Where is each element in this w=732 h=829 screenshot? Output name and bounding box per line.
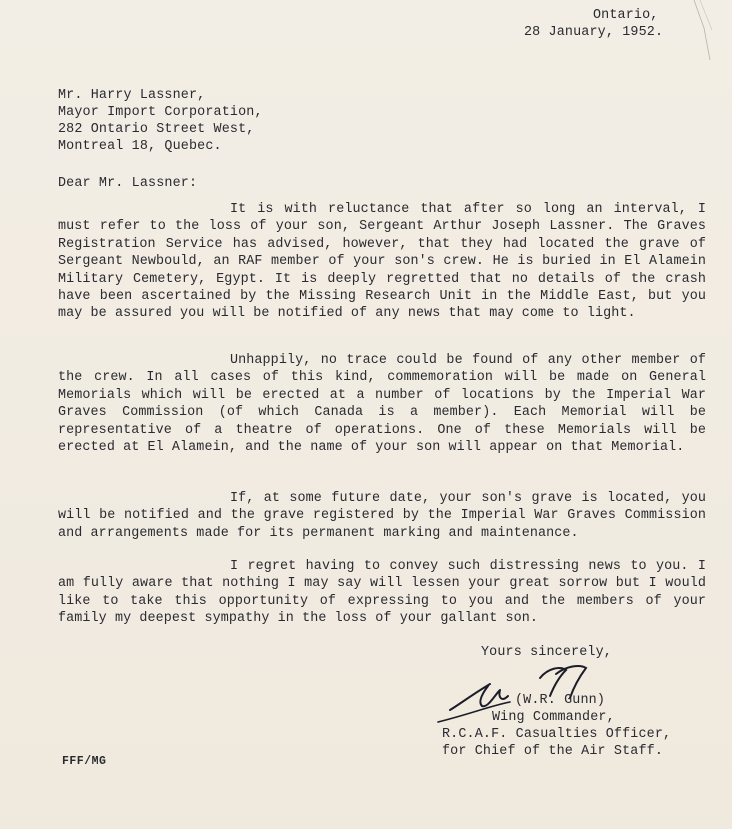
paragraph-2: Unhappily, no trace could be found of any other member of the crew. In all cases of this kind, commemoration will be made on General Memorials which will be erected at a number of locations by the Imperial War Graves Commission (of which Canada is a member). Each Memorial will be representative of a theatre of operations. One of these Memorials will be erected at El Alamein, and the name of your son will appear on that Memorial. bbox=[58, 353, 706, 456]
recipient-street: 282 Ontario Street West, bbox=[58, 122, 255, 137]
paper-crease bbox=[692, 0, 732, 60]
letter-date: 28 January, 1952. bbox=[524, 25, 664, 40]
signatory-for: for Chief of the Air Staff. bbox=[442, 744, 664, 759]
paragraph-3: If, at some future date, your son's grave is located, you will be notified and the grave registered by the Imperial War Graves Commission and arrangements made for its permanent marking and maintenance. bbox=[58, 491, 706, 541]
signatory-title: R.C.A.F. Casualties Officer, bbox=[442, 727, 672, 742]
recipient-city: Montreal 18, Quebec. bbox=[58, 139, 222, 154]
salutation: Dear Mr. Lassner: bbox=[58, 176, 198, 191]
paragraph-1: It is with reluctance that after so long an interval, I must refer to the loss of your son, Sergeant Arthur Joseph Lassner. The Graves Registration Service has advised, however, that they had located the grave of Sergeant Newbould, an RAF member of your son's crew. He is buried in El Alamein Military Cemetery, Egypt. It is deeply regretted that no details of the crash have been ascertained by the Missing Research Unit in the Middle East, but you may be assured you will be notified of any news that may come to light. bbox=[58, 202, 706, 322]
signatory-name: (W.R. Gunn) bbox=[515, 693, 606, 708]
recipient-company: Mayor Import Corporation, bbox=[58, 105, 263, 120]
signatory-rank: Wing Commander, bbox=[492, 710, 615, 725]
closing: Yours sincerely, bbox=[481, 645, 612, 660]
recipient-name: Mr. Harry Lassner, bbox=[58, 88, 206, 103]
paragraph-4: I regret having to convey such distressing news to you. I am fully aware that nothing I may say will lessen your great sorrow but I would like to take this opportunity of expressing to you and the members of your family my deepest sympathy in the loss of your gallant son. bbox=[58, 559, 706, 627]
reference-initials: FFF/MG bbox=[62, 755, 107, 768]
letter-place: Ontario, bbox=[593, 8, 659, 23]
